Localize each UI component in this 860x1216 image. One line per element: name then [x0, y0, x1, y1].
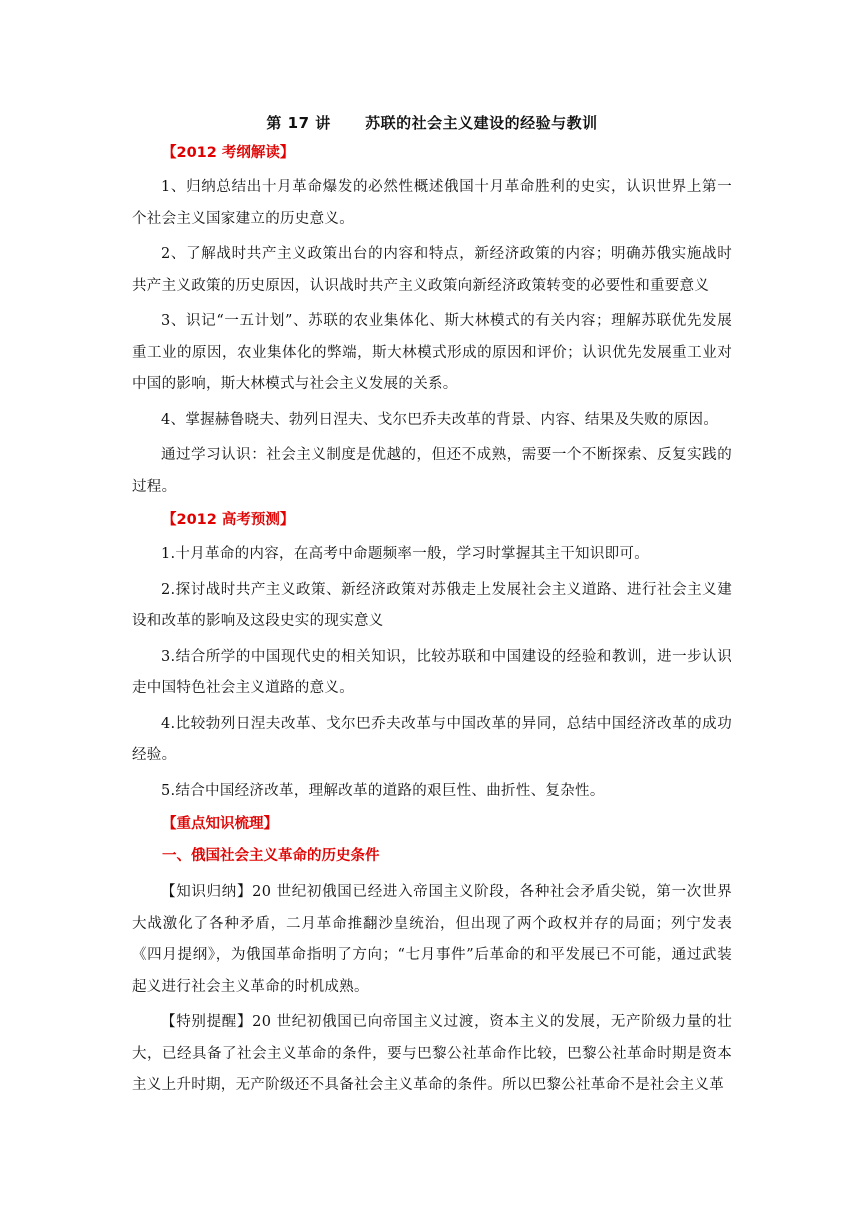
paragraph: 【知识归纳】20 世纪初俄国已经进入帝国主义阶段，各种社会矛盾尖锐，第一次世界大战激化了各种矛盾，二月革命推翻沙皇统治，但出现了两个政权并存的局面；列宁发表《四月提纲》，为俄国革命指明了方向；“七月事件”后革命的和平发展已不可能，通过武装起义进行社会主义革命的时机成熟。 — [132, 884, 732, 995]
paragraph: 1、归纳总结出十月革命爆发的必然性概述俄国十月革命胜利的史实，认识世界上第一个社会主义国家建立的历史意义。 — [132, 179, 732, 227]
paragraph: 3.结合所学的中国现代史的相关知识，比较苏联和中国建设的经验和教训，进一步认识走中国特色社会主义道路的意义。 — [132, 648, 732, 696]
subsection-heading: 一、俄国社会主义革命的历史条件 — [162, 848, 380, 864]
paragraph: 3、识记“一五计划”、苏联的农业集体化、斯大林模式的有关内容；理解苏联优先发展重工业的原因，农业集体化的弊端，斯大林模式形成的原因和评价；认识优先发展重工业对中国的影响，斯大林模式与社会主义发展的关系。 — [132, 313, 732, 392]
paragraph: 4、掌握赫鲁晓夫、勃列日涅夫、戈尔巴乔夫改革的背景、内容、结果及失败的原因。 — [161, 411, 719, 428]
document-title: 第 17 讲 苏联的社会主义建设的经验与教训 — [266, 114, 598, 132]
paragraph: 4.比较勃列日涅夫改革、戈尔巴乔夫改革与中国改革的异同，总结中国经济改革的成功经验。 — [132, 715, 732, 763]
section-heading-exam-outline: 【2012 考纲解读】 — [162, 145, 295, 161]
section-heading-exam-forecast: 【2012 高考预测】 — [162, 512, 295, 528]
paragraph: 2、了解战时共产主义政策出台的内容和特点，新经济政策的内容；明确苏俄实施战时共产主义政策的历史原因，认识战时共产主义政策向新经济政策转变的必要性和重要意义 — [132, 246, 732, 294]
paragraph: 2.探讨战时共产主义政策、新经济政策对苏俄走上发展社会主义道路、进行社会主义建设和改革的影响及这段史实的现实意义 — [132, 581, 732, 629]
paragraph: 1.十月革命的内容，在高考中命题频率一般，学习时掌握其主干知识即可。 — [161, 546, 650, 562]
paragraph: 5.结合中国经济改革，理解改革的道路的艰巨性、曲折性、复杂性。 — [161, 782, 605, 799]
document-page — [132, 110, 732, 1106]
paragraph: 【特别提醒】20 世纪初俄国已向帝国主义过渡，资本主义的发展，无产阶级力量的壮大，已经具备了社会主义革命的条件，要与巴黎公社革命作比较，巴黎公社革命时期是资本主义上升时期，无产阶级还不具备社会主义革命的条件。所以巴黎公社革命不是社会主义革 — [132, 1014, 732, 1093]
paragraph: 通过学习认识：社会主义制度是优越的，但还不成熟，需要一个不断探索、反复实践的过程。 — [132, 447, 732, 495]
section-heading-key-knowledge: 【重点知识梳理】 — [162, 816, 278, 832]
